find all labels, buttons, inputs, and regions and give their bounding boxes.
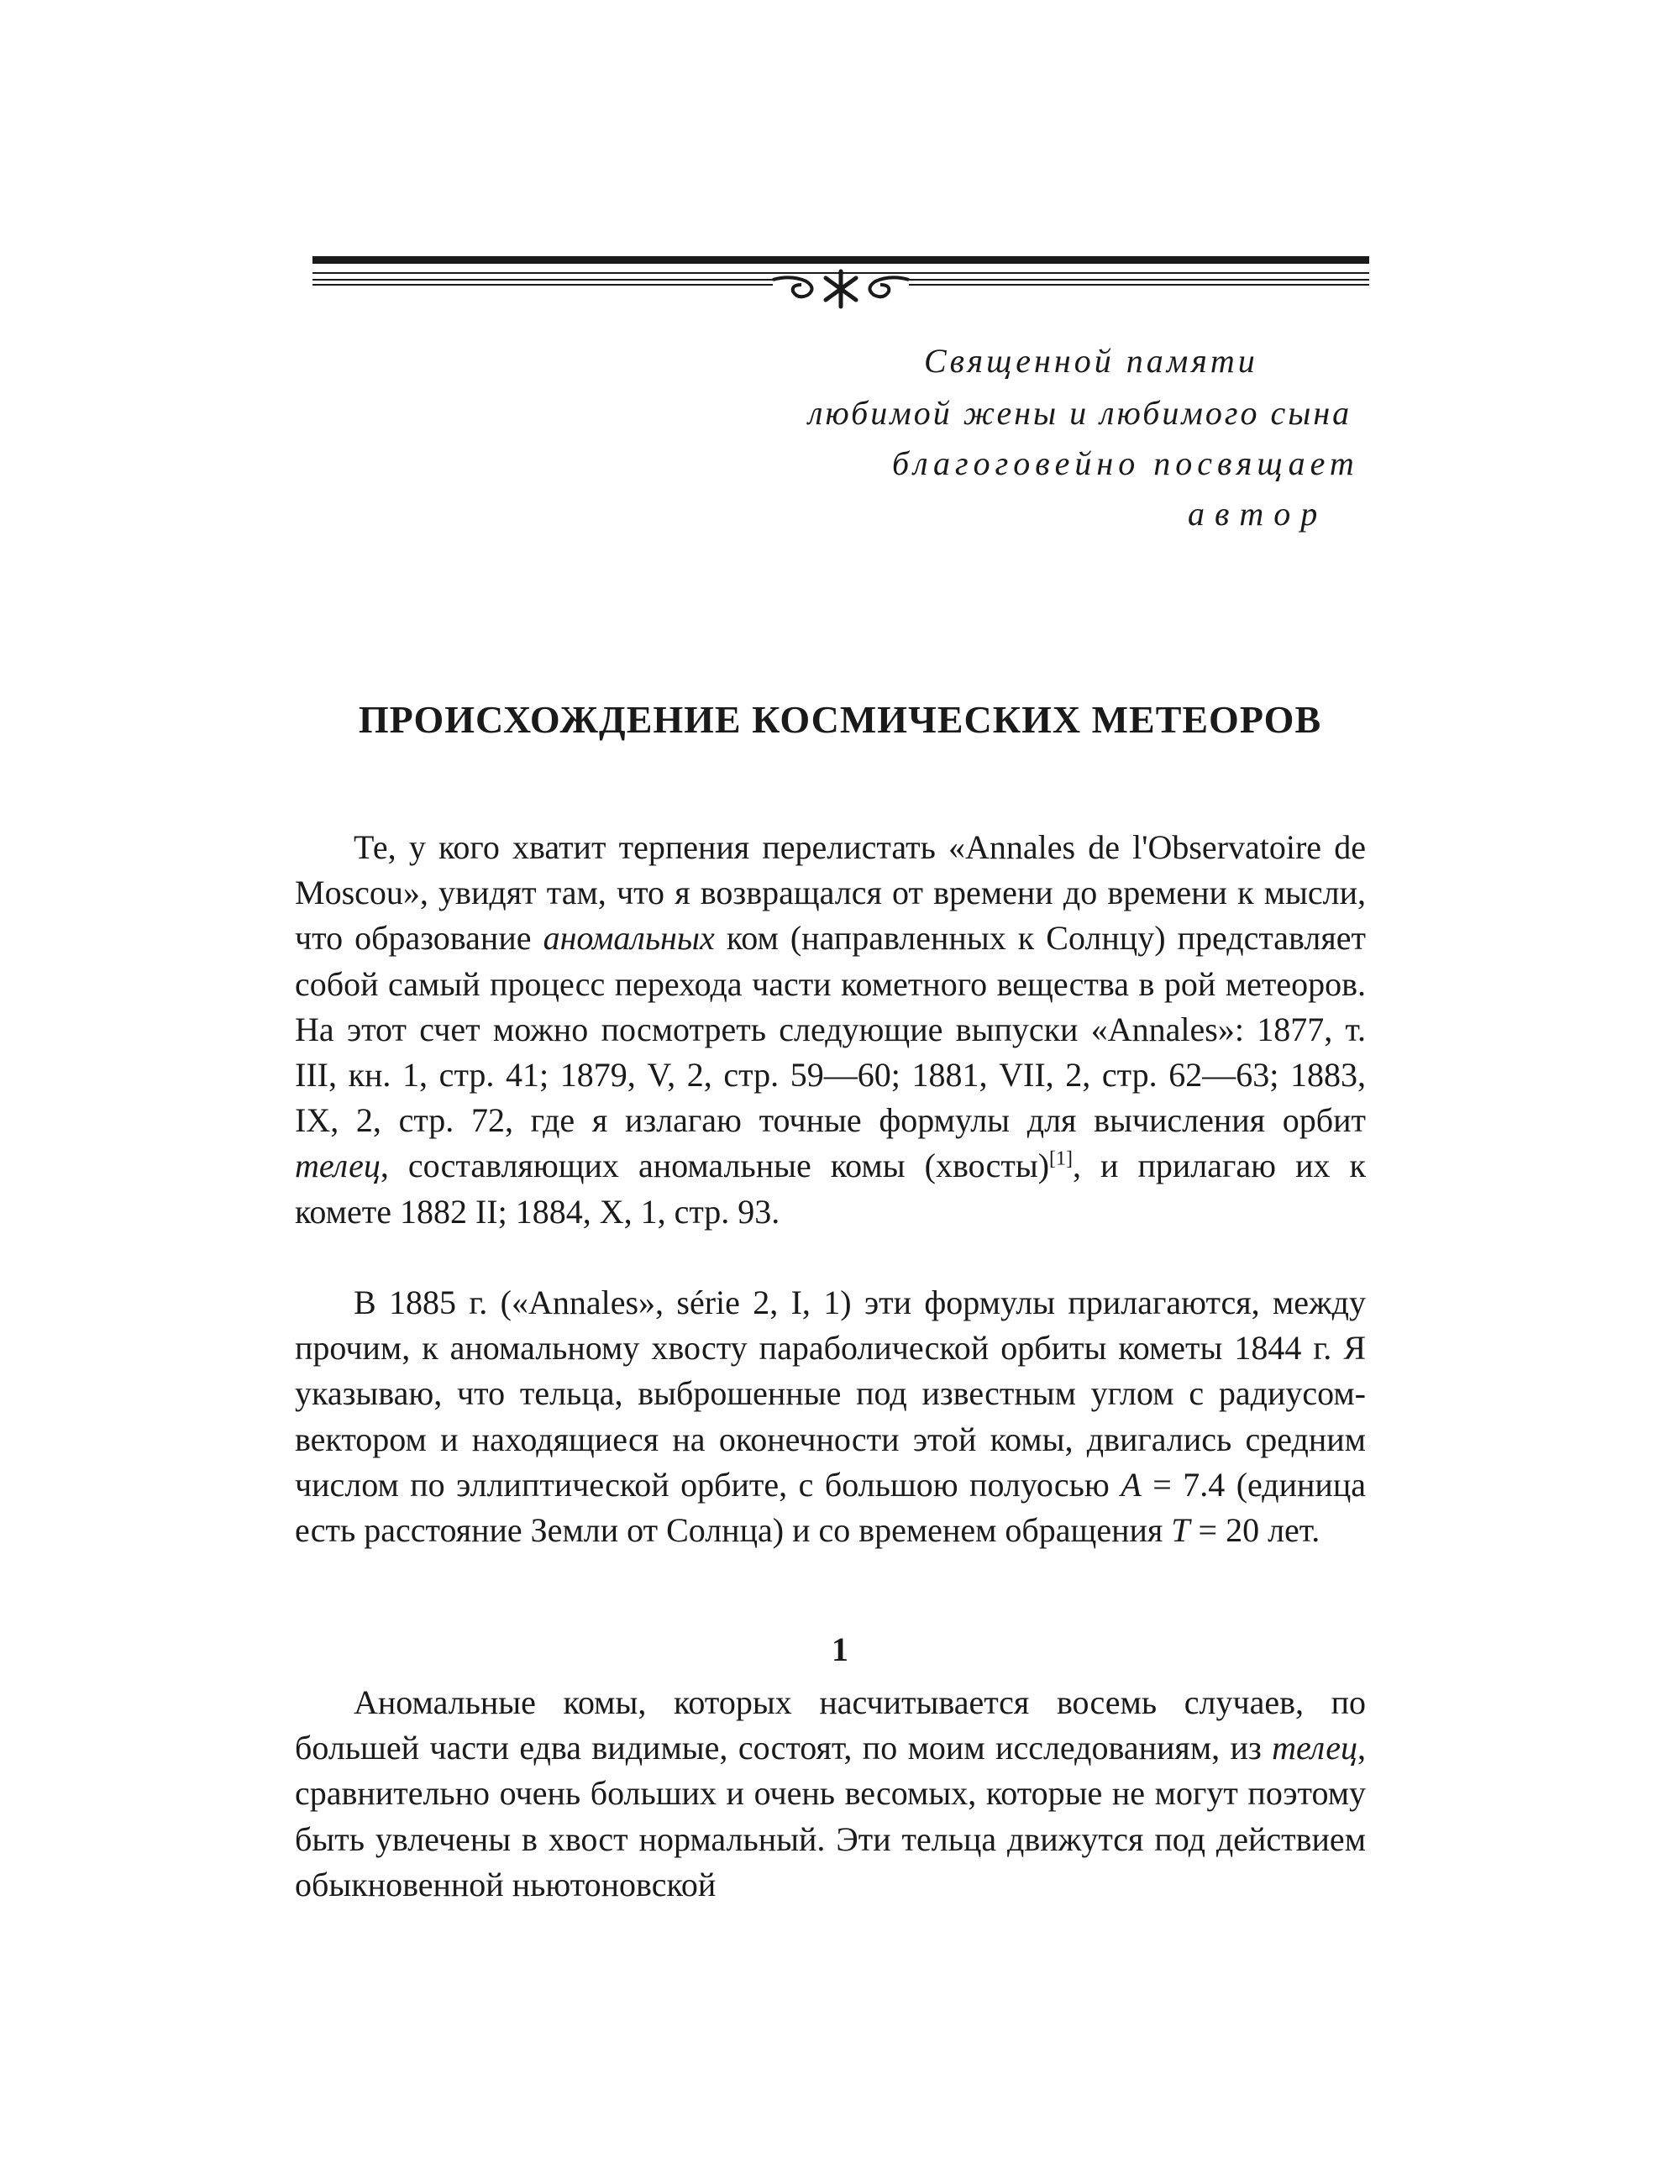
section-number: 1 [832, 1630, 848, 1668]
paragraph [295, 825, 1366, 1235]
text-run: , сравнительно очень больших и очень весомых, которые не могут поэтому быть увлечены в хвост нормальный. Эти тельца движутся под действием обыкновенной ньютоновской [295, 1729, 1366, 1903]
paragraph [295, 1680, 1366, 1908]
text-run: Те, у кого хватит терпения перелистать «Annales de l'Observatoire de Moscou», увидят там, что я возвращался от времени до времени к мысли, что образование [295, 828, 1366, 958]
emphasis: аномальных [543, 919, 715, 958]
text-run: , составляющих аномальные комы (хвосты) [380, 1147, 1050, 1185]
paragraph [295, 1280, 1366, 1553]
text-run: В 1885 г. («Annales», série 2, I, 1) эти формулы прилагаются, между прочим, к аномальному хвосту параболической орбиты кометы 1844 г. Я указываю, что тельца, выброшенные под известным углом с радиусом-вектором и находящиеся на оконечности этой комы, двигались средним числом по эллиптической орбите, с большою полуосью [295, 1284, 1366, 1504]
text-run: = 7.4 (единица есть расстояние Земли от Солнца) и со временем обращения [295, 1465, 1366, 1550]
dedication-line: Священной памяти [924, 342, 1258, 380]
chapter-title: ПРОИСХОЖДЕНИЕ КОСМИЧЕСКИХ МЕТЕОРОВ [358, 698, 1322, 741]
ornament-divider-icon [312, 256, 1369, 315]
text-run: , и прилагаю их к комете 1882 II; 1884, X, 1, стр. 93. [295, 1147, 1366, 1231]
text-run: ком (направленных к Солнцу) представляет собой самый процесс перехода части кометного вещества в рой метеоров. На этот счет можно посмотреть следующие выпуски «Annales»: 1877, т. III, кн. 1, стр. 41; 1879, V, 2, стр. 59—60; 1881, VII, 2, стр. 62—63; 1883, IX, 2, стр. 72, где я излагаю точные формулы для вычисления орбит [295, 919, 1367, 1140]
dedication-author: автор [1188, 495, 1328, 533]
text-run: = 20 лет. [1189, 1511, 1320, 1550]
emphasis: телец [1272, 1729, 1357, 1767]
emphasis: A [1121, 1465, 1142, 1504]
emphasis: T [1171, 1511, 1190, 1550]
emphasis: телец [295, 1147, 381, 1185]
text-run: Аномальные комы, которых насчитывается восемь случаев, по большей части едва видимые, состоят, по моим исследованиям, из [295, 1683, 1366, 1767]
dedication-line: благоговейно посвящает [892, 444, 1359, 482]
ornamental-header [312, 256, 1369, 315]
footnote-reference[interactable]: [1] [1049, 1148, 1073, 1171]
dedication-line: любимой жены и любимого сына [808, 394, 1352, 432]
